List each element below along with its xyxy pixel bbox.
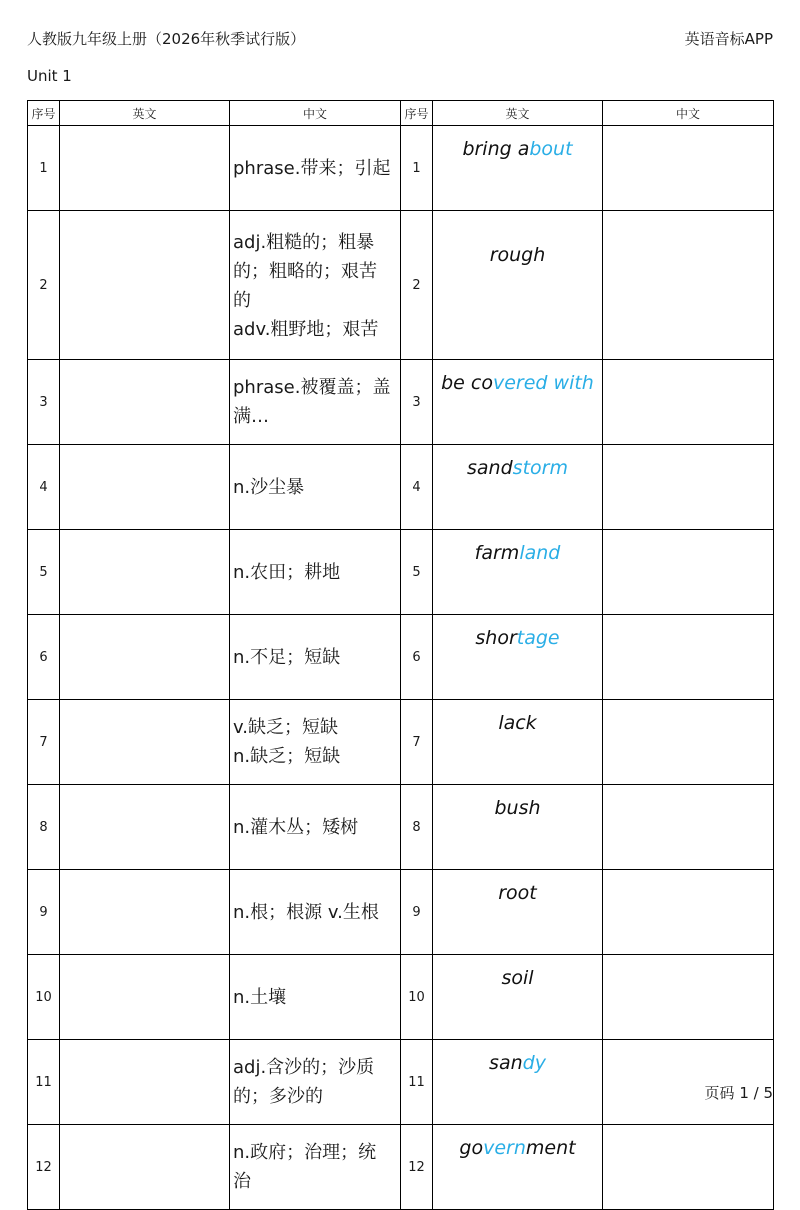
row-index-right: 11 xyxy=(401,1040,433,1125)
row-index-left: 7 xyxy=(28,700,60,785)
table-row xyxy=(28,530,774,615)
word-segment-highlighted: bout xyxy=(529,138,573,160)
english-answer-blank[interactable] xyxy=(60,211,230,360)
word-segment: shor xyxy=(475,627,517,649)
word-segment: sand xyxy=(467,457,513,479)
table-row xyxy=(28,445,774,530)
header-english-right: 英文 xyxy=(433,101,603,126)
word-segment-highlighted: vern xyxy=(483,1137,526,1159)
chinese-meaning xyxy=(230,1040,401,1125)
english-answer-blank[interactable] xyxy=(60,530,230,615)
english-word xyxy=(433,955,603,1040)
chinese-answer-blank[interactable] xyxy=(603,360,774,445)
table-row xyxy=(28,870,774,955)
chinese-meaning xyxy=(230,615,401,700)
english-answer-blank[interactable] xyxy=(60,360,230,445)
english-word xyxy=(433,615,603,700)
row-index-left: 8 xyxy=(28,785,60,870)
table-row xyxy=(28,785,774,870)
chinese-answer-blank[interactable] xyxy=(603,445,774,530)
row-index-left: 2 xyxy=(28,211,60,360)
chinese-meaning xyxy=(230,530,401,615)
app-name: 英语音标APP xyxy=(684,30,773,48)
row-index-right: 6 xyxy=(401,615,433,700)
chinese-answer-blank[interactable] xyxy=(603,530,774,615)
chinese-answer-blank[interactable] xyxy=(603,785,774,870)
row-index-left: 1 xyxy=(28,126,60,211)
row-index-left: 5 xyxy=(28,530,60,615)
row-index-left: 11 xyxy=(28,1040,60,1125)
english-answer-blank[interactable] xyxy=(60,615,230,700)
word-segment: go xyxy=(459,1137,484,1159)
table-header-row xyxy=(28,101,774,126)
chinese-meaning-line: adj.粗糙的；粗暴的；粗略的；艰苦的 xyxy=(233,231,377,311)
row-index-right: 5 xyxy=(401,530,433,615)
chinese-meaning-text xyxy=(233,373,394,431)
header-chinese-right: 中文 xyxy=(603,101,774,126)
chinese-answer-blank[interactable] xyxy=(603,955,774,1040)
english-word xyxy=(433,530,603,615)
english-word xyxy=(433,360,603,445)
table-row xyxy=(28,126,774,211)
chinese-answer-blank[interactable] xyxy=(603,1125,774,1210)
chinese-answer-blank[interactable] xyxy=(603,211,774,360)
word-segment-highlighted: dy xyxy=(522,1052,546,1074)
header-index-right: 序号 xyxy=(401,101,433,126)
row-index-left: 3 xyxy=(28,360,60,445)
chinese-meaning-line: phrase.被覆盖；盖满… xyxy=(233,377,391,427)
word-segment: bring a xyxy=(462,138,530,160)
english-answer-blank[interactable] xyxy=(60,700,230,785)
chinese-meaning xyxy=(230,955,401,1040)
chinese-meaning-line: v.缺乏；短缺 xyxy=(233,717,338,738)
chinese-answer-blank[interactable] xyxy=(603,615,774,700)
chinese-meaning-text xyxy=(233,713,394,771)
chinese-meaning-line: n.不足；短缺 xyxy=(233,646,341,668)
english-word xyxy=(433,700,603,785)
chinese-answer-blank[interactable] xyxy=(603,700,774,785)
chinese-answer-blank[interactable] xyxy=(603,126,774,211)
word-segment: ment xyxy=(525,1137,576,1159)
english-answer-blank[interactable] xyxy=(60,870,230,955)
word-segment: be co xyxy=(441,372,493,394)
word-segment-highlighted: land xyxy=(519,542,561,564)
word-segment: lack xyxy=(498,712,537,734)
chinese-meaning xyxy=(230,870,401,955)
chinese-meaning xyxy=(230,700,401,785)
row-index-right: 12 xyxy=(401,1125,433,1210)
chinese-meaning-text xyxy=(233,1053,394,1111)
row-index-left: 6 xyxy=(28,615,60,700)
table-row xyxy=(28,700,774,785)
chinese-meaning-text xyxy=(233,1138,394,1196)
table-row xyxy=(28,615,774,700)
english-word xyxy=(433,211,603,360)
word-segment-highlighted: storm xyxy=(512,457,568,479)
chinese-meaning-line: n.缺乏；短缺 xyxy=(233,746,341,767)
row-index-left: 12 xyxy=(28,1125,60,1210)
row-index-right: 8 xyxy=(401,785,433,870)
chinese-meaning-line: adj.含沙的；沙质的；多沙的 xyxy=(233,1057,375,1107)
english-word xyxy=(433,870,603,955)
chinese-meaning-line: n.政府；治理；统治 xyxy=(233,1142,377,1192)
chinese-meaning-text xyxy=(233,473,394,502)
chinese-meaning-line: n.沙尘暴 xyxy=(233,476,305,498)
word-segment-highlighted: tage xyxy=(516,627,560,649)
row-index-right: 2 xyxy=(401,211,433,360)
chinese-meaning-text xyxy=(233,154,394,183)
word-segment: rough xyxy=(489,244,546,266)
vocabulary-table xyxy=(27,100,774,1210)
document-title: 人教版九年级上册（2026年秋季试行版） xyxy=(27,30,306,48)
chinese-meaning xyxy=(230,211,401,360)
english-answer-blank[interactable] xyxy=(60,955,230,1040)
row-index-right: 1 xyxy=(401,126,433,211)
row-index-right: 9 xyxy=(401,870,433,955)
unit-title: Unit 1 xyxy=(27,67,72,85)
chinese-meaning-line: n.农田；耕地 xyxy=(233,561,341,583)
table-body xyxy=(28,126,774,1210)
english-word xyxy=(433,785,603,870)
row-index-right: 10 xyxy=(401,955,433,1040)
chinese-answer-blank[interactable] xyxy=(603,870,774,955)
table-row xyxy=(28,1125,774,1210)
english-word xyxy=(433,445,603,530)
english-answer-blank[interactable] xyxy=(60,785,230,870)
word-segment: bush xyxy=(494,797,541,819)
english-answer-blank[interactable] xyxy=(60,1125,230,1210)
header-chinese-left: 中文 xyxy=(230,101,401,126)
chinese-meaning-line: adv.粗野地；艰苦 xyxy=(233,318,379,340)
row-index-left: 10 xyxy=(28,955,60,1040)
word-segment: farm xyxy=(474,542,520,564)
chinese-meaning-text xyxy=(233,983,394,1012)
table-row xyxy=(28,955,774,1040)
table-row xyxy=(28,360,774,445)
header-english-left: 英文 xyxy=(60,101,230,126)
chinese-meaning xyxy=(230,1125,401,1210)
english-answer-blank[interactable] xyxy=(60,126,230,211)
word-segment: soil xyxy=(501,967,534,989)
chinese-meaning-text xyxy=(233,643,394,672)
english-word xyxy=(433,1125,603,1210)
word-segment-highlighted: vered with xyxy=(493,372,594,394)
chinese-meaning-text xyxy=(233,558,394,587)
english-answer-blank[interactable] xyxy=(60,1040,230,1125)
chinese-meaning-text xyxy=(233,813,394,842)
row-index-left: 4 xyxy=(28,445,60,530)
chinese-meaning xyxy=(230,126,401,211)
row-index-right: 3 xyxy=(401,360,433,445)
chinese-answer-blank[interactable] xyxy=(603,1040,774,1125)
chinese-meaning-text xyxy=(233,898,394,927)
chinese-meaning-line: phrase.带来；引起 xyxy=(233,157,391,179)
english-word xyxy=(433,1040,603,1125)
page-number: 页码 1 / 5 xyxy=(704,1084,773,1102)
row-index-left: 9 xyxy=(28,870,60,955)
chinese-meaning xyxy=(230,445,401,530)
header-index-left: 序号 xyxy=(28,101,60,126)
english-word xyxy=(433,126,603,211)
table-row xyxy=(28,211,774,360)
chinese-meaning xyxy=(230,785,401,870)
chinese-meaning-line: n.灌木丛；矮树 xyxy=(233,816,359,838)
row-index-right: 7 xyxy=(401,700,433,785)
word-segment: root xyxy=(498,882,537,904)
row-index-right: 4 xyxy=(401,445,433,530)
word-segment: san xyxy=(489,1052,523,1074)
chinese-meaning xyxy=(230,360,401,445)
chinese-meaning-text xyxy=(233,228,394,343)
english-answer-blank[interactable] xyxy=(60,445,230,530)
table-row xyxy=(28,1040,774,1125)
chinese-meaning-line: n.根；根源 v.生根 xyxy=(233,901,379,923)
chinese-meaning-line: n.土壤 xyxy=(233,986,287,1008)
